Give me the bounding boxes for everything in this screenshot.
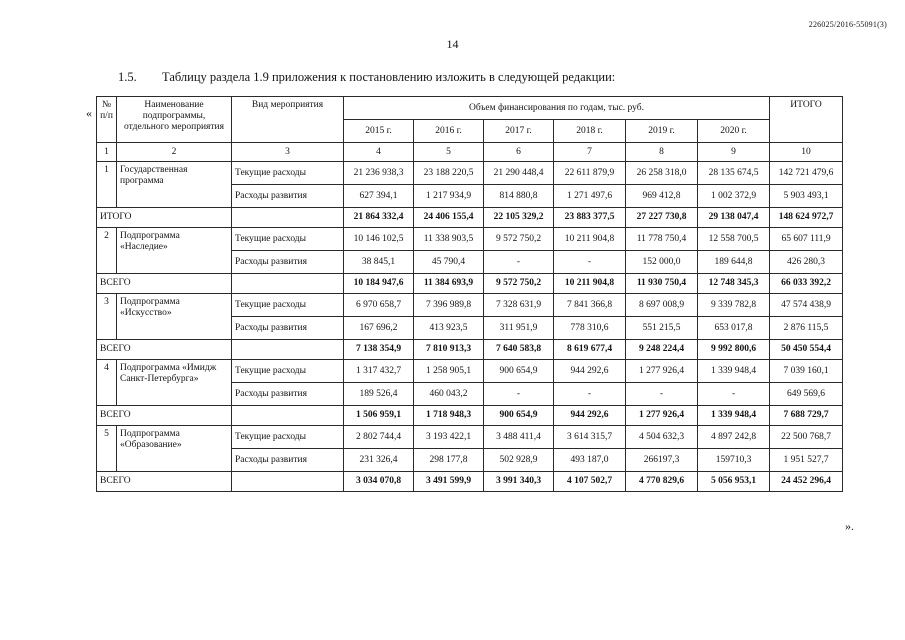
column-number-cell: 8 — [626, 143, 698, 162]
row-number-cell: 4 — [97, 360, 117, 406]
program-name-cell: Подпрограмма «Искусство» — [117, 294, 232, 340]
expense-type-cell: Расходы развития — [232, 185, 344, 208]
group-total-value-cell: 5 056 953,1 — [698, 472, 770, 492]
header-name-cell: Наименование подпрограммы, отдельного мероприятия — [117, 97, 232, 143]
year-value-cell: 7 328 631,9 — [484, 294, 554, 317]
year-value-cell: 10 146 102,5 — [344, 228, 414, 251]
data-row — [97, 228, 843, 251]
group-total-row — [97, 208, 843, 228]
year-value-cell: 11 778 750,4 — [626, 228, 698, 251]
year-value-cell: 159710,3 — [698, 449, 770, 472]
year-value-cell: 2 802 744,4 — [344, 426, 414, 449]
group-grand-total-cell: 24 452 296,4 — [770, 472, 843, 492]
year-value-cell: 152 000,0 — [626, 251, 698, 274]
group-total-value-cell: 4 770 829,6 — [626, 472, 698, 492]
group-total-value-cell: 7 810 913,3 — [414, 340, 484, 360]
financing-table — [96, 96, 843, 492]
row-total-cell: 2 876 115,5 — [770, 317, 843, 340]
row-total-cell: 5 903 493,1 — [770, 185, 843, 208]
group-total-empty-cell — [232, 340, 344, 360]
expense-type-cell: Текущие расходы — [232, 360, 344, 383]
year-value-cell: 1 339 948,4 — [698, 360, 770, 383]
row-number-cell: 3 — [97, 294, 117, 340]
intro-item-number: 1.5. — [118, 70, 137, 84]
group-total-value-cell: 10 211 904,8 — [554, 274, 626, 294]
row-total-cell: 649 569,6 — [770, 383, 843, 406]
column-number-cell: 2 — [117, 143, 232, 162]
column-number-cell: 9 — [698, 143, 770, 162]
year-value-cell: 11 338 903,5 — [414, 228, 484, 251]
group-total-empty-cell — [232, 472, 344, 492]
year-value-cell: 7 396 989,8 — [414, 294, 484, 317]
year-value-cell: 1 002 372,9 — [698, 185, 770, 208]
group-total-value-cell: 22 105 329,2 — [484, 208, 554, 228]
opening-quote: « — [86, 106, 92, 120]
closing-quote: ». — [845, 519, 854, 533]
group-total-value-cell: 1 506 959,1 — [344, 406, 414, 426]
column-numbers-row — [97, 143, 843, 162]
group-total-label-cell: ВСЕГО — [97, 406, 232, 426]
year-cell: 2020 г. — [698, 120, 770, 143]
column-number-cell: 10 — [770, 143, 843, 162]
expense-type-cell: Расходы развития — [232, 449, 344, 472]
year-value-cell: 10 211 904,8 — [554, 228, 626, 251]
program-name-cell: Государственная программа — [117, 162, 232, 208]
year-value-cell: 167 696,2 — [344, 317, 414, 340]
group-grand-total-cell: 7 688 729,7 — [770, 406, 843, 426]
expense-type-cell: Расходы развития — [232, 251, 344, 274]
year-value-cell: - — [554, 383, 626, 406]
year-value-cell: 12 558 700,5 — [698, 228, 770, 251]
year-value-cell: 21 236 938,3 — [344, 162, 414, 185]
column-number-cell: 4 — [344, 143, 414, 162]
group-total-value-cell: 11 384 693,9 — [414, 274, 484, 294]
year-value-cell: 9 572 750,2 — [484, 228, 554, 251]
group-grand-total-cell: 66 033 392,2 — [770, 274, 843, 294]
row-number-cell: 5 — [97, 426, 117, 472]
year-value-cell: 7 841 366,8 — [554, 294, 626, 317]
data-row — [97, 426, 843, 449]
year-value-cell: 3 614 315,7 — [554, 426, 626, 449]
header-type-cell: Вид мероприятия — [232, 97, 344, 143]
column-number-cell: 3 — [232, 143, 344, 162]
year-value-cell: 4 504 632,3 — [626, 426, 698, 449]
group-total-value-cell: 29 138 047,4 — [698, 208, 770, 228]
group-total-value-cell: 12 748 345,3 — [698, 274, 770, 294]
group-total-row — [97, 340, 843, 360]
year-cell: 2016 г. — [414, 120, 484, 143]
year-cell: 2017 г. — [484, 120, 554, 143]
year-value-cell: 45 790,4 — [414, 251, 484, 274]
year-value-cell: 969 412,8 — [626, 185, 698, 208]
year-value-cell: 231 326,4 — [344, 449, 414, 472]
program-name-cell: Подпрограмма «Имидж Санкт-Петербурга» — [117, 360, 232, 406]
group-total-label-cell: ИТОГО — [97, 208, 232, 228]
year-value-cell: 900 654,9 — [484, 360, 554, 383]
column-number-cell: 5 — [414, 143, 484, 162]
intro-paragraph — [118, 70, 615, 85]
column-number-cell: 7 — [554, 143, 626, 162]
year-value-cell: - — [626, 383, 698, 406]
year-value-cell: 266197,3 — [626, 449, 698, 472]
group-total-empty-cell — [232, 274, 344, 294]
group-total-value-cell: 23 883 377,5 — [554, 208, 626, 228]
expense-type-cell: Текущие расходы — [232, 426, 344, 449]
year-value-cell: 3 193 422,1 — [414, 426, 484, 449]
group-total-value-cell: 9 572 750,2 — [484, 274, 554, 294]
year-value-cell: - — [554, 251, 626, 274]
year-value-cell: 653 017,8 — [698, 317, 770, 340]
group-total-value-cell: 9 248 224,4 — [626, 340, 698, 360]
row-total-cell: 22 500 768,7 — [770, 426, 843, 449]
year-value-cell: 38 845,1 — [344, 251, 414, 274]
row-number-cell: 2 — [97, 228, 117, 274]
year-value-cell: 1 277 926,4 — [626, 360, 698, 383]
row-total-cell: 1 951 527,7 — [770, 449, 843, 472]
group-total-value-cell: 24 406 155,4 — [414, 208, 484, 228]
year-value-cell: 9 339 782,8 — [698, 294, 770, 317]
group-total-value-cell: 4 107 502,7 — [554, 472, 626, 492]
year-value-cell: 8 697 008,9 — [626, 294, 698, 317]
intro-text: Таблицу раздела 1.9 приложения к постановлению изложить в следующей редакции: — [162, 70, 616, 84]
group-total-row — [97, 406, 843, 426]
year-cell: 2015 г. — [344, 120, 414, 143]
year-value-cell: 1 317 432,7 — [344, 360, 414, 383]
group-total-label-cell: ВСЕГО — [97, 472, 232, 492]
year-value-cell: 1 258 905,1 — [414, 360, 484, 383]
year-value-cell: 814 880,8 — [484, 185, 554, 208]
group-grand-total-cell: 148 624 972,7 — [770, 208, 843, 228]
year-value-cell: 21 290 448,4 — [484, 162, 554, 185]
group-total-value-cell: 3 491 599,9 — [414, 472, 484, 492]
row-total-cell: 65 607 111,9 — [770, 228, 843, 251]
group-total-value-cell: 27 227 730,8 — [626, 208, 698, 228]
year-value-cell: 4 897 242,8 — [698, 426, 770, 449]
group-total-label-cell: ВСЕГО — [97, 340, 232, 360]
year-value-cell: 778 310,6 — [554, 317, 626, 340]
group-total-value-cell: 8 619 677,4 — [554, 340, 626, 360]
row-number-cell: 1 — [97, 162, 117, 208]
row-total-cell: 47 574 438,9 — [770, 294, 843, 317]
data-row — [97, 294, 843, 317]
year-value-cell: 311 951,9 — [484, 317, 554, 340]
group-total-value-cell: 10 184 947,6 — [344, 274, 414, 294]
year-value-cell: 1 271 497,6 — [554, 185, 626, 208]
group-total-row — [97, 274, 843, 294]
group-total-value-cell: 9 992 800,6 — [698, 340, 770, 360]
row-total-cell: 142 721 479,6 — [770, 162, 843, 185]
year-value-cell: 189 526,4 — [344, 383, 414, 406]
group-total-value-cell: 1 718 948,3 — [414, 406, 484, 426]
header-row — [97, 97, 843, 120]
group-total-value-cell: 1 277 926,4 — [626, 406, 698, 426]
expense-type-cell: Текущие расходы — [232, 228, 344, 251]
year-value-cell: 189 644,8 — [698, 251, 770, 274]
year-value-cell: 493 187,0 — [554, 449, 626, 472]
group-total-value-cell: 900 654,9 — [484, 406, 554, 426]
document-id: 226025/2016-55091(3) — [808, 20, 887, 29]
year-value-cell: - — [484, 383, 554, 406]
year-value-cell: 413 923,5 — [414, 317, 484, 340]
year-value-cell: 6 970 658,7 — [344, 294, 414, 317]
year-value-cell: 551 215,5 — [626, 317, 698, 340]
header-total-cell: ИТОГО — [770, 97, 843, 143]
group-total-value-cell: 11 930 750,4 — [626, 274, 698, 294]
expense-type-cell: Расходы развития — [232, 383, 344, 406]
year-value-cell: - — [698, 383, 770, 406]
year-value-cell: 1 217 934,9 — [414, 185, 484, 208]
year-value-cell: 298 177,8 — [414, 449, 484, 472]
data-row — [97, 162, 843, 185]
year-value-cell: 944 292,6 — [554, 360, 626, 383]
group-total-label-cell: ВСЕГО — [97, 274, 232, 294]
expense-type-cell: Текущие расходы — [232, 294, 344, 317]
group-total-row — [97, 472, 843, 492]
program-name-cell: Подпрограмма «Наследие» — [117, 228, 232, 274]
data-row — [97, 360, 843, 383]
year-value-cell: 3 488 411,4 — [484, 426, 554, 449]
group-total-empty-cell — [232, 406, 344, 426]
row-total-cell: 426 280,3 — [770, 251, 843, 274]
year-value-cell: 627 394,1 — [344, 185, 414, 208]
row-total-cell: 7 039 160,1 — [770, 360, 843, 383]
column-number-cell: 6 — [484, 143, 554, 162]
group-total-value-cell: 7 138 354,9 — [344, 340, 414, 360]
group-grand-total-cell: 50 450 554,4 — [770, 340, 843, 360]
year-value-cell: 22 611 879,9 — [554, 162, 626, 185]
year-cell: 2018 г. — [554, 120, 626, 143]
year-cell: 2019 г. — [626, 120, 698, 143]
group-total-value-cell: 3 034 070,8 — [344, 472, 414, 492]
page-number: 14 — [446, 37, 459, 51]
group-total-value-cell: 944 292,6 — [554, 406, 626, 426]
group-total-value-cell: 3 991 340,3 — [484, 472, 554, 492]
program-name-cell: Подпрограмма «Образование» — [117, 426, 232, 472]
group-total-value-cell: 21 864 332,4 — [344, 208, 414, 228]
year-value-cell: 28 135 674,5 — [698, 162, 770, 185]
group-total-empty-cell — [232, 208, 344, 228]
group-total-value-cell: 1 339 948,4 — [698, 406, 770, 426]
group-total-value-cell: 7 640 583,8 — [484, 340, 554, 360]
header-number-cell: № п/п — [97, 97, 117, 143]
year-value-cell: 460 043,2 — [414, 383, 484, 406]
year-value-cell: 502 928,9 — [484, 449, 554, 472]
year-value-cell: 23 188 220,5 — [414, 162, 484, 185]
column-number-cell: 1 — [97, 143, 117, 162]
expense-type-cell: Расходы развития — [232, 317, 344, 340]
expense-type-cell: Текущие расходы — [232, 162, 344, 185]
year-value-cell: 26 258 318,0 — [626, 162, 698, 185]
year-value-cell: - — [484, 251, 554, 274]
header-volume-cell: Объем финансирования по годам, тыс. руб. — [344, 97, 770, 120]
